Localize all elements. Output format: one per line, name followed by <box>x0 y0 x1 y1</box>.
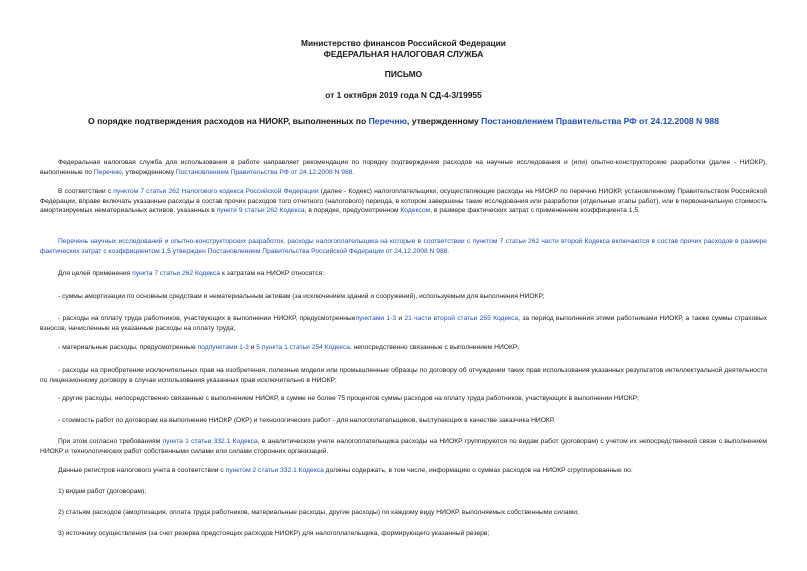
link-article-255[interactable]: 21 части второй статьи 255 Кодекса <box>404 315 519 322</box>
text: Данные регистров налогового учета в соответствии с <box>58 467 226 474</box>
link-article-262-p7[interactable]: пунктом 7 статьи 262 Налогового кодекса Российской Федерации <box>113 188 319 195</box>
link-article-262-p7[interactable]: пункта 7 статьи 262 Кодекса <box>132 270 221 277</box>
text: и <box>248 344 257 351</box>
title-link-resolution[interactable]: Постановлением Правительства РФ от 24.12.2008 N 988 <box>481 116 719 126</box>
text: должны содержать, в том числе, информацию о суммах расходов на НИОКР сгруппированные по: <box>323 467 633 474</box>
list-item-amortization <box>40 292 767 302</box>
paragraph-registers <box>40 466 767 476</box>
text: - расходы на оплату труда работников, участвующих в выполнении НИОКР, предусмотренные <box>58 315 356 322</box>
text: , за период выполнения этими работниками НИОКР, а также суммы страховых взносов, начисленные на указанные расходы на оплату труда; <box>40 315 767 332</box>
title-link-list[interactable]: Перечню <box>368 116 407 126</box>
text: Перечень научных исследований и опытно-конструкторских разработок, расходы налогоплательщика на которые в соответствии с пунктом 7 статьи 262 части второй Кодекса включаются в состав прочих расходов в размере фактических затрат с коэффициентом 1,5 утвержден Постановлением Правительства Российской Федерации от 24.12.2008 N 988. <box>40 238 767 255</box>
list-item-labor <box>40 314 767 333</box>
text: , в размере фактических затрат с применением коэффициента 1,5. <box>430 207 640 215</box>
list-item-contract-cost <box>40 416 767 426</box>
text: к затратам на НИОКР относятся: <box>220 270 325 277</box>
text: - суммы амортизации по основным средствам и нематериальным активам (за исключением зданий и сооружений), используемым для выполнения НИОКР; <box>58 293 545 300</box>
text: 3) источнику осуществления (за счет резерва предстоящих расходов НИОКР) для налогоплательщика, формирующего указанный резерв; <box>58 530 490 537</box>
link-subitems-1-3[interactable]: пунктами 1-3 <box>355 315 397 322</box>
link-article-262-p9[interactable]: пункте 9 статьи 262 Кодекса <box>216 207 305 215</box>
list-item-exclusive-rights <box>40 366 767 385</box>
text: - другие расходы, непосредственно связанные с выполнением НИОКР, в сумме не более 75 процентов суммы расходов на оплату труда работников, участвующих в выполнении НИОКР; <box>58 395 639 402</box>
link-article-254[interactable]: 5 пункта 1 статьи 254 Кодекса <box>256 344 350 351</box>
text: - материальные расходы, предусмотренные <box>58 344 198 351</box>
list-item-work-types <box>40 487 767 497</box>
list-item-funding-source <box>40 529 767 539</box>
list-item-expense-items <box>40 508 767 518</box>
text: , непосредственно связанные с выполнением НИОКР; <box>349 344 520 351</box>
document-date-number: от 1 октября 2019 года N СД-4-3/19955 <box>325 90 482 100</box>
document-title <box>40 116 767 127</box>
text: - стоимость работ по договорам на выполнение НИОКР (ОКР) и технологических работ - для налогоплательщиков, выступающих в качестве заказчика НИОКР. <box>58 417 555 424</box>
paragraph-article-262 <box>40 187 767 216</box>
text: . <box>352 168 355 176</box>
text: , в аналитическом учете налогоплательщика расходы на НИОКР группируются по видам работ (договорам) с учетом их непосредственной связи с выполнением НИОКР и технологических работ собственными силами или силами сторонних организаций. <box>40 438 768 455</box>
paragraph-intro <box>40 158 767 177</box>
link-resolution[interactable]: Постановлением Правительства РФ от 24.12.2008 N 988 <box>175 168 353 176</box>
text: В соответствии с <box>58 188 114 195</box>
list-item-other-expenses <box>40 394 767 404</box>
title-text: , утвержденному <box>406 116 482 126</box>
text: , в порядке, предусмотренном <box>304 207 401 215</box>
text: 2) статьям расходов (амортизация, оплата труда работников, материальные расходы, другие расходы) по каждому виду НИОКР, выполняемых собственными силами; <box>58 509 579 516</box>
service-name: ФЕДЕРАЛЬНАЯ НАЛОГОВАЯ СЛУЖБА <box>323 49 484 59</box>
list-item-materials <box>40 343 767 353</box>
text: Федеральная налоговая служба для использования в работе направляет рекомендации по порядку подтверждения расходов на научные исследования и (или) опытно-конструкторские разработки (далее - НИОКР), выполненные по <box>40 159 767 176</box>
link-list[interactable]: Перечню <box>93 168 122 176</box>
link-article-332-1-p2[interactable]: пунктом 2 статьи 332.1 Кодекса <box>225 467 324 474</box>
ministry-name: Министерство финансов Российской Федерации <box>301 38 506 48</box>
paragraph-costs-include <box>40 269 767 279</box>
link-code[interactable]: Кодексом <box>400 207 431 215</box>
link-article-332-1-p1[interactable]: пункта 1 статьи 332.1 Кодекса <box>162 438 258 445</box>
text: - расходы на приобретение исключительных прав на изобретения, полезные модели или промышленные образцы по договору об отчуждении таких прав использования указанных результатов интеллектуальной деятельности по лицензионному договору в случае использования указанных прав исключительно в НИОКР; <box>40 367 767 384</box>
document-type: ПИСЬМО <box>384 69 423 79</box>
text: , утвержденному <box>121 168 176 176</box>
paragraph-list-approval <box>40 237 767 256</box>
title-text: О порядке подтверждения расходов на НИОКР, выполненных по <box>88 116 369 126</box>
text: 1) видам работ (договорам); <box>58 488 147 495</box>
paragraph-analytic-accounting <box>40 437 767 456</box>
text: (далее - Кодекс) налогоплательщики, осуществляющие расходы на НИОКР по перечню НИОКР, установленному Правительством Российской Федерации, вправе включать указанные расходы в состав прочих расходов того отчетного (налогового) периода, в котором завершены такие исследования или разработки (отдельные этапы работ), или в первоначальную стоимость амортизируемых нематериальных активов, указанных в <box>40 188 767 215</box>
text: и <box>396 315 405 322</box>
text: При этом согласно требованиям <box>58 438 163 445</box>
link-subitems-1-3[interactable]: подпунктами 1-3 <box>197 344 249 351</box>
text: Для целей применения <box>58 270 133 277</box>
